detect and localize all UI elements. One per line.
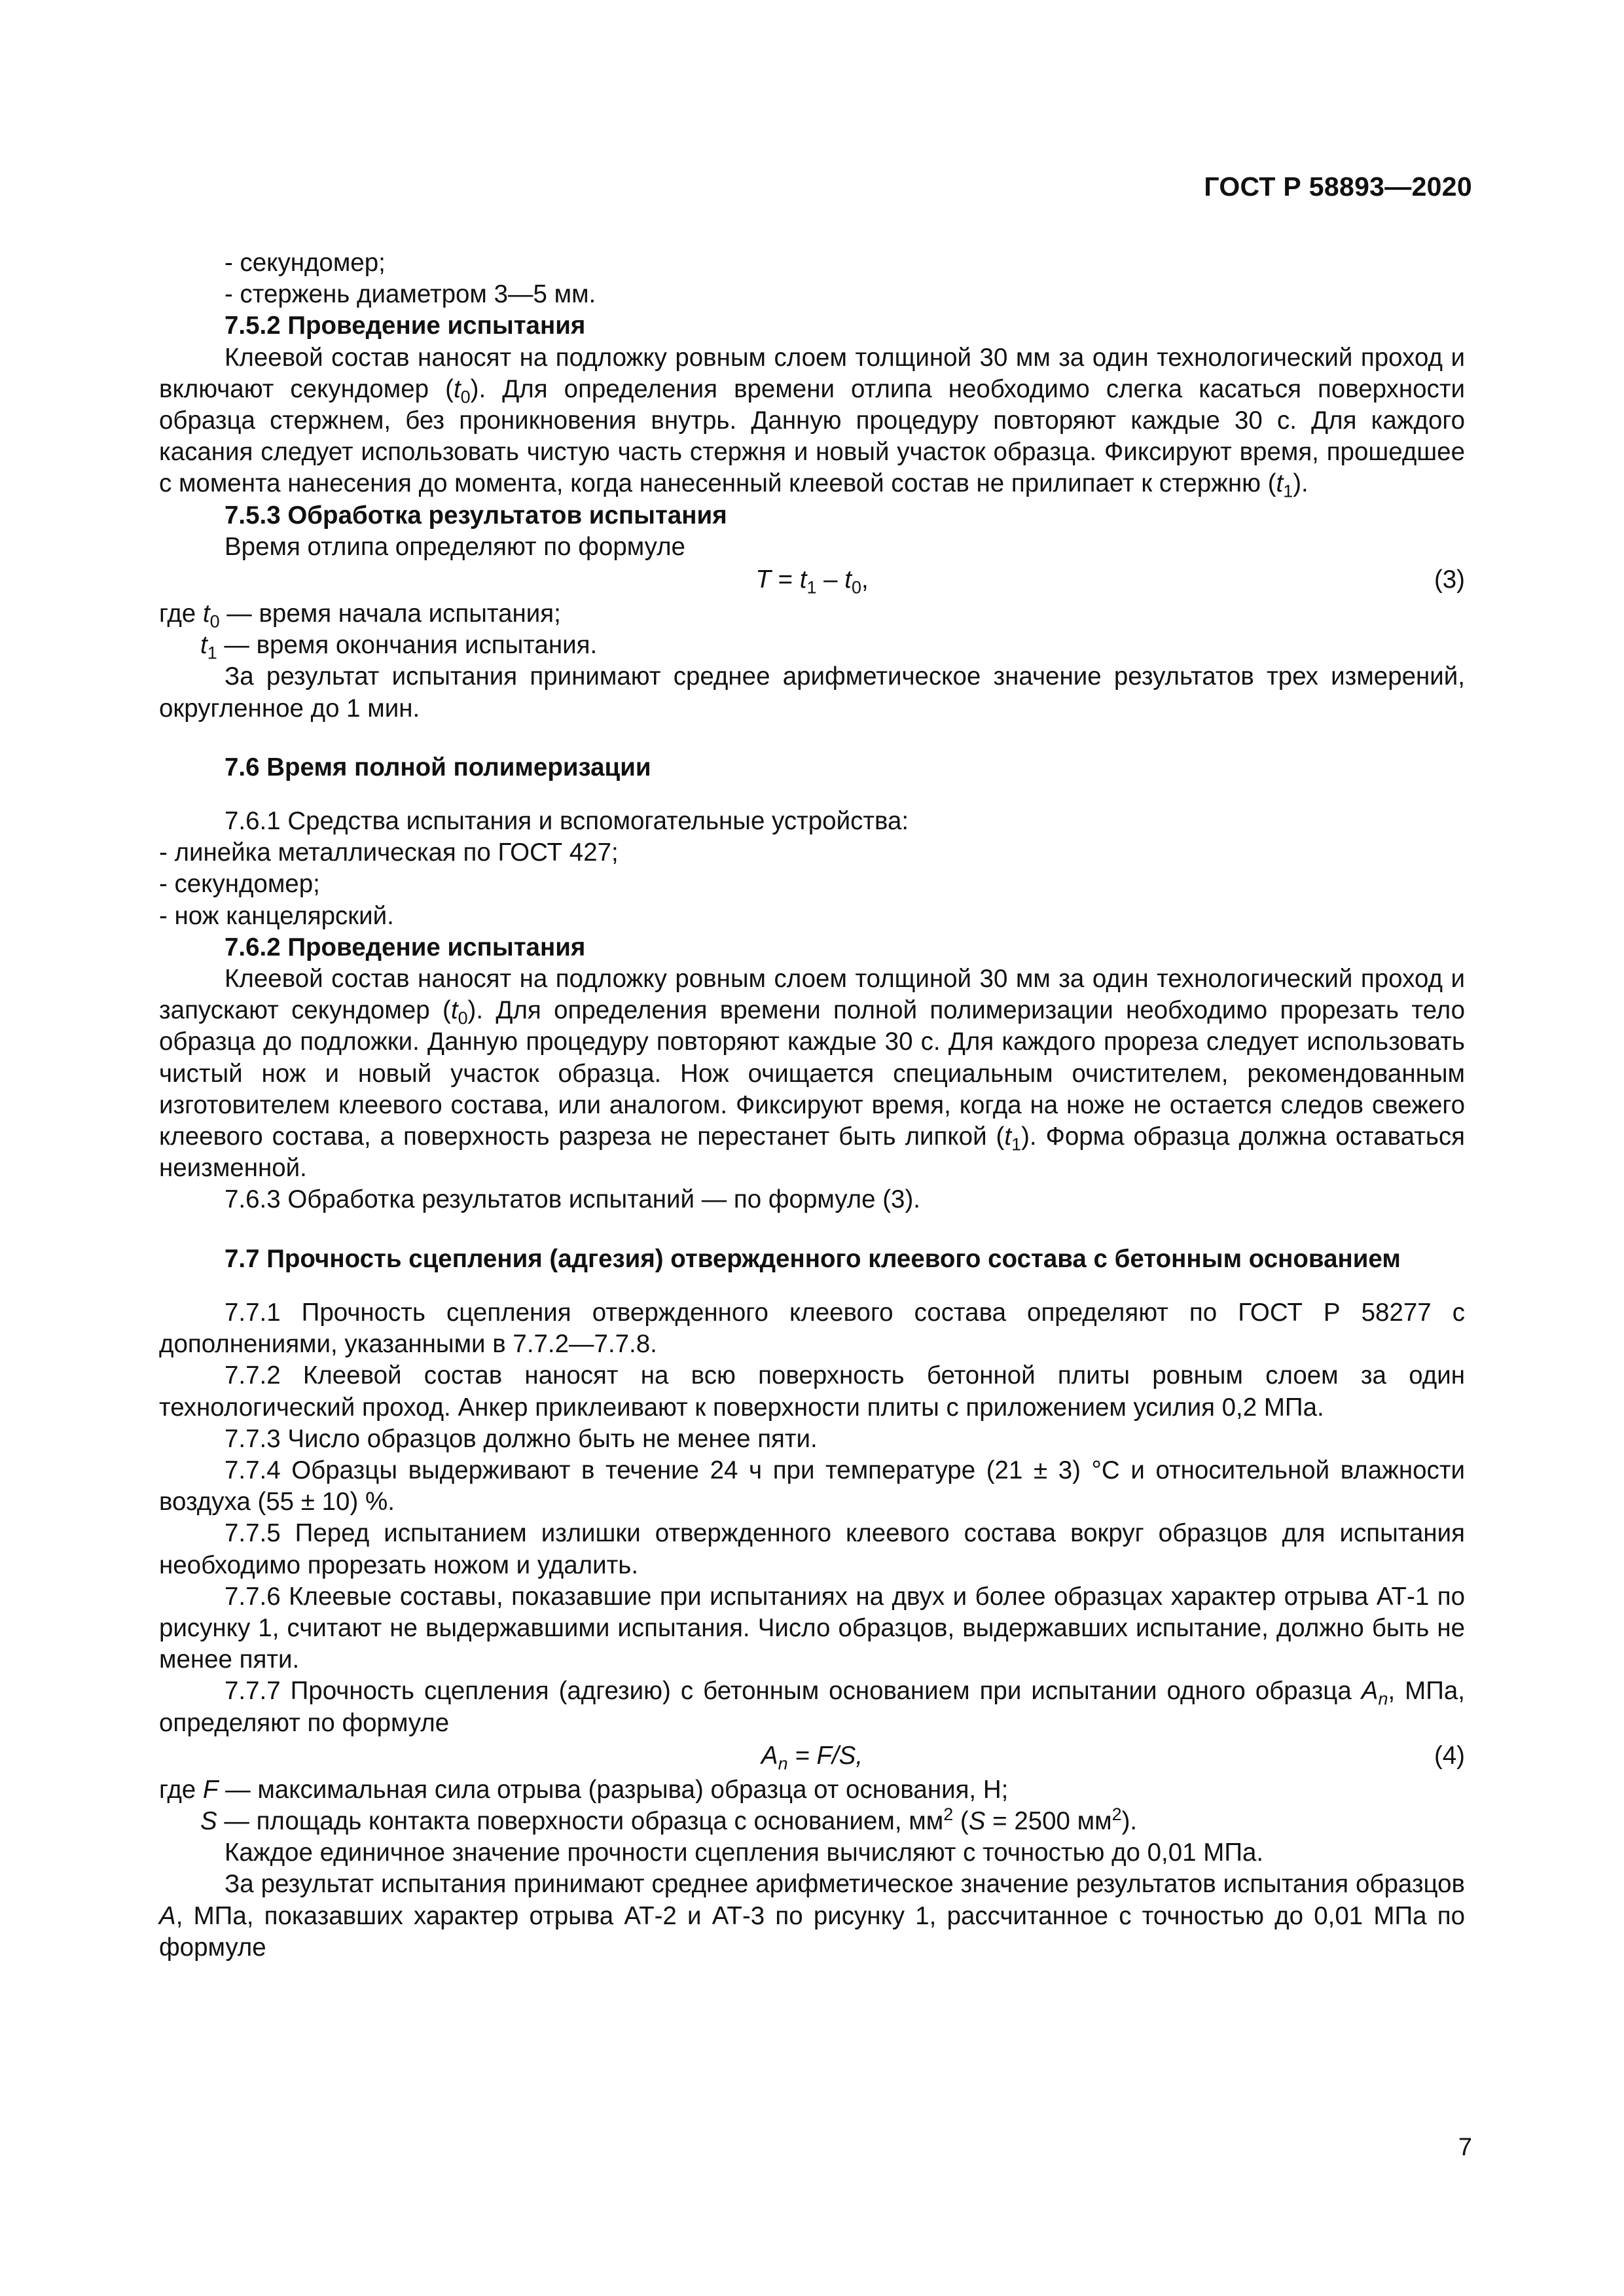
section-heading-7-5-3: 7.5.3 Обработка результатов испытания — [225, 501, 727, 529]
list-item: - секундомер; — [159, 870, 320, 899]
section-heading-7-6: 7.6 Время полной полимеризации — [225, 753, 651, 781]
document-code: ГОСТ Р 58893—2020 — [1204, 171, 1472, 202]
where-S: S — площадь контакта поверхности образца с основанием, $мм^2$ (S = 2500 $мм^2$). — [200, 1804, 1138, 1835]
paragraph-7-7-3: 7.7.3 Число образцов должно быть не менее пяти. — [225, 1424, 818, 1453]
formula-3: $T = t_1 - t_0$, (3) — [755, 565, 1465, 598]
formula-number: (4) — [1434, 1741, 1465, 1770]
list-item: - нож канцелярский. — [159, 901, 394, 930]
section-heading-7-7: 7.7 Прочность сцепления (адгезия) отвержденного клеевого состава с бетонным основанием — [225, 1244, 1401, 1273]
section-heading-7-5-2: 7.5.2 Проведение испытания — [225, 312, 586, 340]
document-body — [159, 247, 1465, 1964]
paragraph-7-7-7: 7.7.7 Прочность сцепления (адгезию) с бетонным основанием при испытании одного образца $A_n$, МПа, определяют по формуле — [159, 1677, 1465, 1737]
formula-4: $A_n = F/S$, (4) — [761, 1741, 1465, 1774]
paragraph-7-7-6: 7.7.6 Клеевые составы, показавшие при испытаниях на двух и более образцах характер отрыва АТ-1 по рисунку 1, считают не выдержавшими испытания. Число образцов, выдержавших испытание, должно быть не менее пяти. — [159, 1582, 1465, 1674]
paragraph-result-formula: За результат испытания принимают среднее арифметическое значение результатов испытания образцов А, МПа, показавших характер отрыва АТ-2 и АТ-3 по рисунку 1, рассчитанное с точностью до 0,01 МПа по формуле — [159, 1870, 1465, 1962]
formula-number: (3) — [1434, 565, 1465, 594]
where-F: где F — максимальная сила отрыва (разрыва) образца от основания, Н; — [159, 1775, 1009, 1804]
paragraph-7-6-2: Клеевой состав наносят на подложку ровным слоем толщиной 30 мм за один технологический проход и запускают секундомер $(t_0)$. Для определения времени полной полимеризации необходимо прорезать тело образца до подложки. Данную процедуру повторяют каждые 30 с. Для каждого прореза следует использовать чистый нож и новый участок образца. Нож очищается специальным очистителем, рекомендованным изготовителем клеевого состава, или аналогом. Фиксируют время, когда на ноже не остается следов свежего клеевого состава, а поверхность разреза не перестанет быть липкой $(t_1)$. Форма образца должна оставаться неизменной. — [159, 965, 1466, 1183]
list-item: - секундомер; — [225, 249, 386, 277]
list-item: - стержень диаметром 3—5 мм. — [225, 280, 596, 309]
where-t0: где $t_0$ — время начала испытания; — [159, 600, 561, 632]
paragraph-7-7-5: 7.7.5 Перед испытанием излишки отвержденного клеевого состава вокруг образцов для испытания необходимо прорезать ножом и удалить. — [159, 1519, 1465, 1579]
list-item: - линейка металлическая по ГОСТ 427; — [159, 838, 619, 867]
paragraph-result: За результат испытания принимают среднее арифметическое значение результатов трех измерений, округленное до 1 мин. — [159, 662, 1465, 723]
where-t1: $t_1$ — время окончания испытания. — [200, 631, 598, 663]
paragraph-7-7-2: 7.7.2 Клеевой состав наносят на всю поверхность бетонной плиты ровным слоем за один технологический проход. Анкер приклеивают к поверхности плиты с приложением усилия 0,2 МПа. — [159, 1361, 1465, 1422]
formula-intro: Время отлипа определяют по формуле — [225, 532, 685, 561]
paragraph-7-5-2: Клеевой состав наносят на подложку ровным слоем толщиной 30 мм за один технологический проход и включают секундомер $(t_0)$. Для определения времени отлипа необходимо слегка касаться поверхности образца стержнем, без проникновения внутрь. Данную процедуру повторяют каждые 30 с. Для каждого касания следует использовать чистую часть стержня и новый участок образца. Фиксируют время, прошедшее с момента нанесения до момента, когда нанесенный клеевой состав не прилипает к стержню $(t_1)$. — [159, 343, 1465, 502]
section-heading-7-6-2: 7.6.2 Проведение испытания — [225, 933, 586, 961]
paragraph-precision: Каждое единичное значение прочности сцепления вычисляют с точностью до 0,01 МПа. — [225, 1839, 1264, 1867]
page-number: 7 — [1458, 2134, 1472, 2161]
paragraph-7-6-3: 7.6.3 Обработка результатов испытаний — по формуле (3). — [225, 1185, 920, 1214]
paragraph-7-7-1: 7.7.1 Прочность сцепления отвержденного клеевого состава определяют по ГОСТ Р 58277 с дополнениями, указанными в 7.7.2—7.7.8. — [159, 1298, 1465, 1359]
paragraph-7-6-1: 7.6.1 Средства испытания и вспомогательные устройства: — [225, 807, 909, 836]
paragraph-7-7-4: 7.7.4 Образцы выдерживают в течение 24 ч при температуре (21 ± 3) °С и относительной влажности воздуха (55 ± 10) %. — [159, 1456, 1465, 1516]
